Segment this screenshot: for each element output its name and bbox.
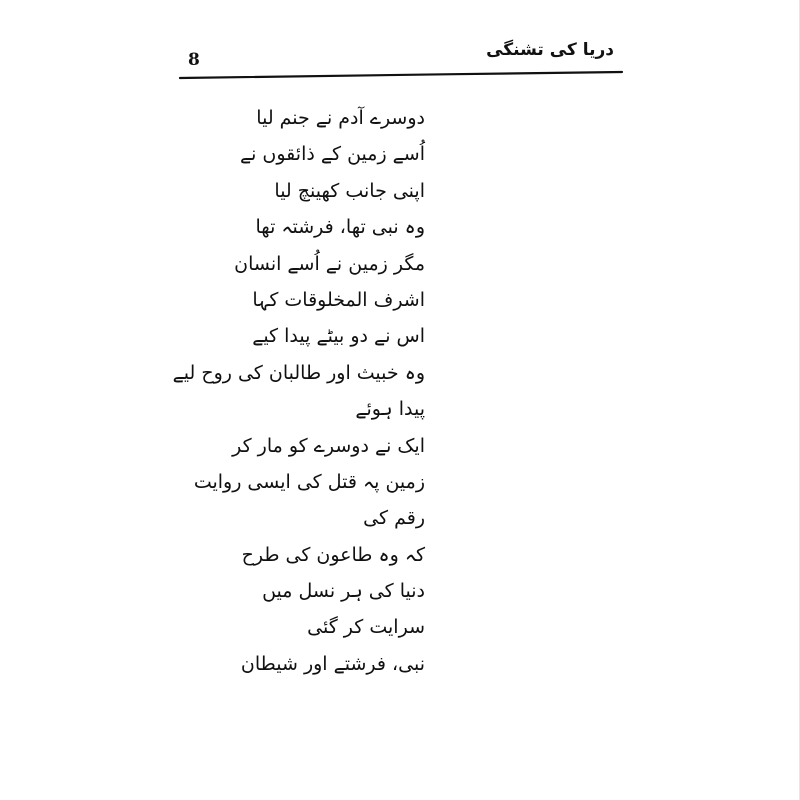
poem-line-16: نبی، فرشتے اور شیطان: [240, 652, 425, 675]
poem-line-9: پیدا ہوئے: [355, 398, 425, 421]
poem-line-11: زمین پہ قتل کی ایسی روایت: [193, 470, 425, 493]
poem-line-1: دوسرے آدم نے جنم لیا: [256, 107, 425, 129]
header-rule: [178, 70, 624, 84]
poem-line-14: دنیا کی ہر نسل میں: [262, 580, 425, 603]
poem-line-15: سرایت کر گئی: [307, 616, 425, 639]
poem-line-10: ایک نے دوسرے کو مار کر: [232, 434, 425, 457]
header-rule-swash: [178, 70, 624, 84]
poem-line-2: اُسے زمین کے ذائقوں نے: [239, 143, 425, 166]
poem-line-6: اشرف المخلوقات کہا: [252, 288, 425, 311]
poem-line-12: رقم کی: [363, 507, 425, 530]
poem-line-13: کہ وہ طاعون کی طرح: [241, 543, 425, 566]
poem-line-7: اس نے دو بیٹے پیدا کیے: [252, 325, 425, 348]
poem-line-8: وہ خبیث اور طالبان کی روح لیے: [172, 361, 425, 384]
page-number: 8: [188, 50, 200, 70]
poem-line-4: وہ نبی تھا، فرشتہ تھا: [255, 216, 425, 239]
poem: [95, 100, 425, 682]
poem-line-3: اپنی جانب کھینچ لیا: [274, 179, 425, 202]
running-title: دریا کی تشنگی: [486, 40, 614, 60]
poem-line-5: مگر زمین نے اُسے انسان: [234, 252, 425, 275]
